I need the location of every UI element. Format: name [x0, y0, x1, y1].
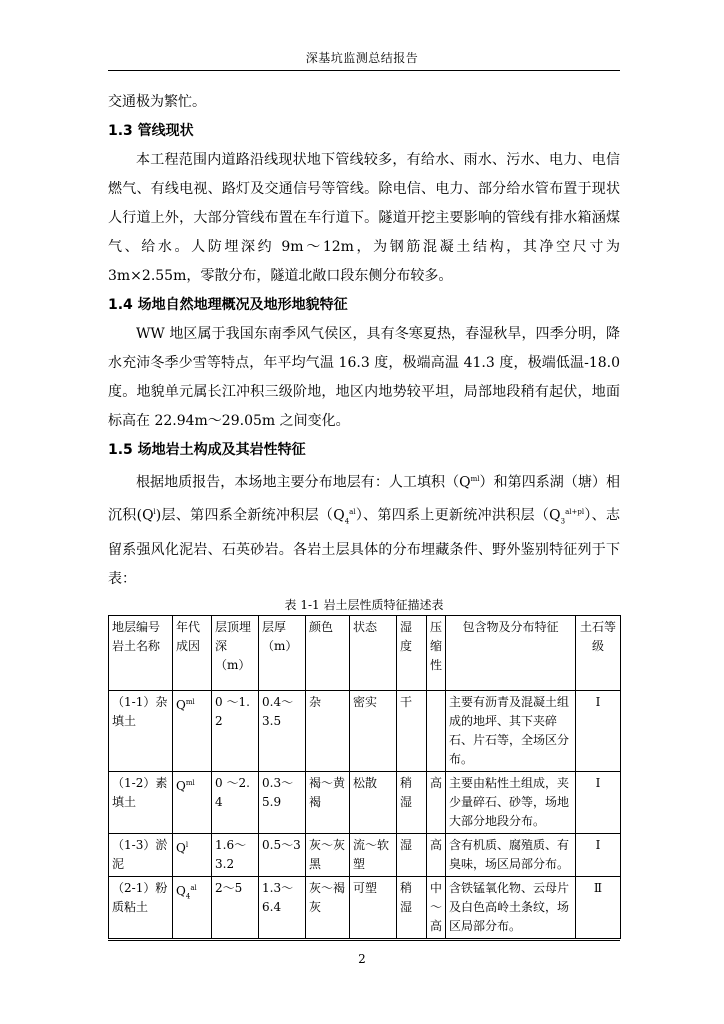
col-header-grade: 土石等级 — [576, 616, 621, 691]
cell-compressibility: 高 — [427, 772, 446, 834]
col-header-layer: 地层编号岩土名称 — [109, 616, 173, 691]
age-sup: al — [190, 884, 197, 893]
page-number: 2 — [358, 952, 366, 966]
layer-name: 粉质粘土 — [112, 881, 168, 915]
cell-age — [173, 834, 212, 877]
col-header-state: 状态 — [350, 616, 397, 691]
heading-1-3: 1.3 管线现状 — [108, 123, 194, 139]
cell-top-depth: 2～5 — [212, 877, 259, 939]
cell-age — [173, 691, 212, 772]
cell-inclusions: 含铁锰氧化物、云母片及白色高岭土条纹，场区局部分布。 — [446, 877, 576, 939]
layer-name: 杂填土 — [112, 695, 168, 729]
cell-layer — [109, 691, 173, 772]
cell-age — [173, 877, 212, 939]
col-header-age: 年代成因 — [173, 616, 212, 691]
age-base: Q — [176, 779, 186, 794]
strata-text-e: ）、志留系强风化泥岩、石英砂岩。各岩土层具体的分布埋藏条件、野外鉴别特征列于下表： — [108, 507, 620, 588]
age-sub: 4 — [185, 892, 191, 901]
age-base: Q — [176, 698, 186, 713]
table-header-row — [109, 616, 621, 691]
col-header-thickness: 层厚（m） — [259, 616, 306, 691]
cell-inclusions: 主要由粘性土组成，夹少量碎石、砂等，场地大部分地段分布。 — [446, 772, 576, 834]
cell-humidity: 湿 — [397, 834, 427, 877]
cell-grade: Ⅰ — [576, 834, 621, 877]
cell-layer — [109, 772, 173, 834]
table-caption: 表 1-1 岩土层性质特征描述表 — [284, 598, 444, 613]
age-sup: ml — [185, 779, 195, 788]
cell-humidity: 干 — [397, 691, 427, 772]
cell-state: 可塑 — [350, 877, 397, 939]
cell-grade: Ⅰ — [576, 772, 621, 834]
body-text — [108, 88, 620, 939]
age-base: Q — [176, 841, 186, 856]
cell-grade: Ⅱ — [576, 877, 621, 939]
footer-rule — [108, 940, 620, 941]
strata-sup-ml: ml — [470, 475, 480, 483]
cell-color: 褐～黄褐 — [306, 772, 350, 834]
header-rule — [108, 70, 620, 71]
heading-1-5: 1.5 场地岩土构成及其岩性特征 — [108, 442, 306, 458]
soil-properties-table — [108, 615, 621, 939]
cell-color: 灰～灰黑 — [306, 834, 350, 877]
layer-id: （2-1） — [112, 881, 156, 896]
strata-sub-3: 3 — [560, 517, 566, 526]
cell-state: 松散 — [350, 772, 397, 834]
strata-sup-al: al — [349, 507, 356, 516]
age-sup: ml — [185, 698, 195, 707]
paragraph-geography: WW 地区属于我国东南季风气侯区，具有冬寒夏热，春湿秋旱，四季分明，降水充沛冬季少雪等特点，年平均气温 16.3 度，极端高温 41.3 度，极端低温-18.0 度。地貌单元属长江冲积三级阶地，地区内地势较平坦，局部地段稍有起伏，地面标高在 22.94m～29.05m 之间变化。 — [108, 326, 620, 429]
paragraph-strata — [108, 465, 620, 594]
cell-color: 杂 — [306, 691, 350, 772]
strata-text-b: ）和第四系湖（塘）相沉积(Q — [108, 474, 620, 524]
age-base: Q — [176, 884, 186, 899]
table-row — [109, 772, 621, 834]
layer-id: （1-3） — [112, 838, 156, 853]
layer-name: 素填土 — [112, 776, 168, 810]
layer-id: （1-1） — [112, 695, 156, 710]
cell-grade: Ⅰ — [576, 691, 621, 772]
cell-humidity: 稍湿 — [397, 772, 427, 834]
cell-thickness: 0.5～3 — [259, 834, 306, 877]
cell-age — [173, 772, 212, 834]
col-header-humidity: 湿度 — [397, 616, 427, 691]
strata-sup-l: l — [153, 507, 156, 516]
cell-thickness: 0.4～3.5 — [259, 691, 306, 772]
table-row — [109, 691, 621, 772]
table-row — [109, 877, 621, 939]
paragraph-pipelines: 本工程范围内道路沿线现状地下管线较多，有给水、雨水、污水、电力、电信燃气、有线电视、路灯及交通信号等管线。除电信、电力、部分给水管布置于现状人行道上外，大部分管线布置在车行道下。隧道开挖主要影响的管线有排水箱涵煤气、给水。人防埋深约 9m～12m，为钢筋混凝土结构，其净空尺寸为 3m×2.55m，零散分布，隧道北敞口段东侧分布较多。 — [108, 152, 620, 284]
cell-state: 密实 — [350, 691, 397, 772]
heading-1-4: 1.4 场地自然地理概况及地形地貌特征 — [108, 297, 348, 313]
layer-id: （1-2） — [112, 776, 156, 791]
cell-state: 流～软塑 — [350, 834, 397, 877]
col-header-inclusions: 包含物及分布特征 — [446, 616, 576, 691]
cell-color: 灰～褐灰 — [306, 877, 350, 939]
cell-top-depth: 0 ～2.4 — [212, 772, 259, 834]
cell-inclusions: 主要有沥青及混凝土组成的地坪、其下夹碎石、片石等，全场区分布。 — [446, 691, 576, 772]
col-header-top-depth: 层顶埋深（m） — [212, 616, 259, 691]
cell-compressibility: 中～高 — [427, 877, 446, 939]
cell-compressibility: 高 — [427, 834, 446, 877]
strata-text-c: )层、第四系全新统冲积层（Q — [155, 507, 345, 524]
cell-thickness: 1.3～6.4 — [259, 877, 306, 939]
paragraph-continued: 交通极为繁忙。 — [108, 94, 206, 110]
strata-text-d: ）、第四系上更新统冲洪积层（Q — [355, 507, 561, 524]
cell-layer — [109, 834, 173, 877]
cell-thickness: 0.3～5.9 — [259, 772, 306, 834]
layer-name: 淤泥 — [112, 838, 168, 872]
col-header-compressibility: 压缩性 — [427, 616, 446, 691]
cell-top-depth: 1.6～3.2 — [212, 834, 259, 877]
table-row — [109, 834, 621, 877]
cell-compressibility — [427, 691, 446, 772]
cell-humidity: 稍湿 — [397, 877, 427, 939]
cell-top-depth: 0 ～1.2 — [212, 691, 259, 772]
strata-sup-alpl: al+pl — [565, 507, 585, 516]
page-header: 深基坑监测总结报告 — [305, 51, 419, 65]
strata-sub-4: 4 — [344, 517, 350, 526]
strata-text-a: 根据地质报告，本场地主要分布地层有：人工填积（Q — [136, 474, 471, 491]
cell-inclusions: 含有机质、腐殖质、有臭味，场区局部分布。 — [446, 834, 576, 877]
col-header-color: 颜色 — [306, 616, 350, 691]
cell-layer — [109, 877, 173, 939]
age-sup: l — [185, 841, 189, 850]
